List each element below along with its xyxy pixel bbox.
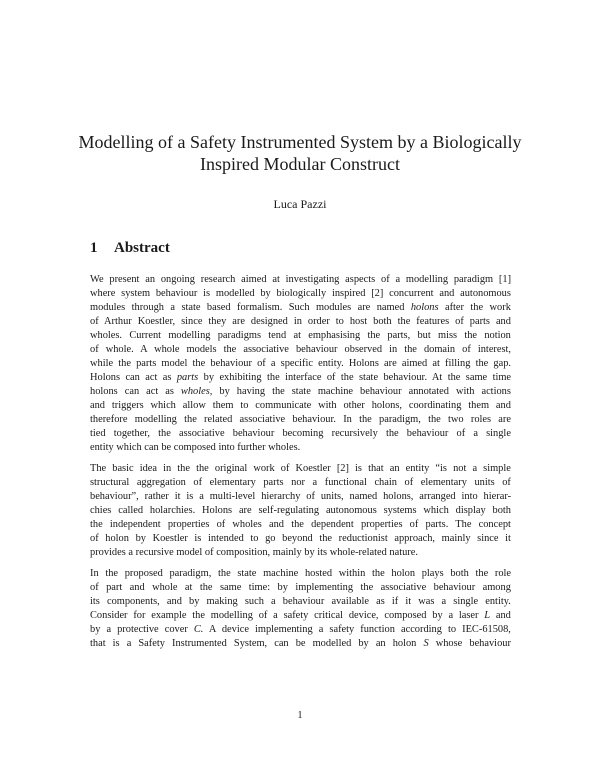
author-name: Luca Pazzi (273, 197, 327, 211)
section-heading (90, 240, 170, 257)
paragraph-line: its components, and by making such a behaviour available as if it was a single entity. (90, 596, 511, 607)
paragraph-line: provides a recursive model of composition, mainly by its whole-related nature. (90, 547, 418, 558)
paragraph-line: structural aggregation of elementary parts nor a functional chain of elementary units of (90, 477, 511, 488)
paragraph-line: and triggers which allow them to communicate with other holons, coordinating them and (90, 400, 511, 411)
paragraph-line: therefore modelling the related associative behaviour. In the paradigm, the two roles are (90, 414, 511, 425)
paragraph-line: tied together, the associative behaviour becoming recursively the behaviour of a single (90, 428, 511, 439)
paper-title (60, 131, 540, 175)
paragraph-line: of Arthur Koestler, since they are designed in order to host both the features of parts and (90, 316, 511, 327)
paragraph-line: entity which can be composed into further wholes. (90, 442, 301, 453)
paragraph-line: of whole. A whole models the associative behaviour observed in the domain of interest, (90, 344, 512, 355)
paragraph-line: modules through a state based formalism. Such modules are named holons after the work (90, 302, 511, 313)
paragraph-line: We present an ongoing research aimed at investigating aspects of a modelling paradigm [1] (90, 274, 512, 285)
paper-title-line-2: Inspired Modular Construct (200, 154, 400, 174)
paragraph-line: wholes. Current modelling paradigms tend at emphasising the parts, but miss the notion (90, 330, 511, 341)
section-title: Abstract (114, 240, 170, 256)
paragraph-line: the independent properties of wholes and the dependent properties of parts. The concept (90, 519, 511, 530)
abstract-body (90, 273, 511, 658)
paragraph-line: of holon by Koestler is intended to go beyond the reductionist approach, mainly since it (90, 533, 511, 544)
section-number: 1 (90, 240, 98, 256)
abstract-paragraph-1 (90, 273, 511, 455)
paragraph-line: chies called holarchies. Holons are self-regulating autonomous systems which display both (90, 505, 511, 516)
paragraph-line: that is a Safety Instrumented System, can be modelled by an holon S whose behaviour (90, 638, 511, 649)
paragraph-line: holons can act as wholes, by having the state machine behaviour annotated with actions (90, 386, 511, 397)
paragraph-line: by a protective cover C. A device implementing a safety function according to IEC-61508, (90, 624, 511, 635)
paragraph-line: Consider for example the modelling of a safety critical device, composed by a laser L and (90, 610, 511, 621)
page-number: 1 (297, 710, 303, 721)
abstract-paragraph-3 (90, 567, 511, 651)
paragraph-line: Holons can act as parts by exhibiting the interface of the state behaviour. At the same time (90, 372, 512, 383)
paragraph-line: The basic idea in the the original work of Koestler [2] is that an entity “is not a simple (90, 463, 511, 474)
abstract-paragraph-2 (90, 462, 511, 560)
paper-title-line-1: Modelling of a Safety Instrumented System by a Biologically (78, 132, 522, 152)
paragraph-line: In the proposed paradigm, the state machine hosted within the holon plays both the role (90, 568, 512, 579)
paragraph-line: of part and whole at the same time: by implementing the associative behaviour among (90, 582, 511, 593)
paragraph-line: behaviour”, rather it is a multi-level hierarchy of units, named holons, arranged into hierar- (90, 491, 512, 502)
paragraph-line: while the parts model the behaviour of a specific entity. Holons are aimed at filling the gap. (90, 358, 512, 369)
paragraph-line: where system behaviour is modelled by biologically inspired [2] concurrent and autonomous (90, 288, 511, 299)
